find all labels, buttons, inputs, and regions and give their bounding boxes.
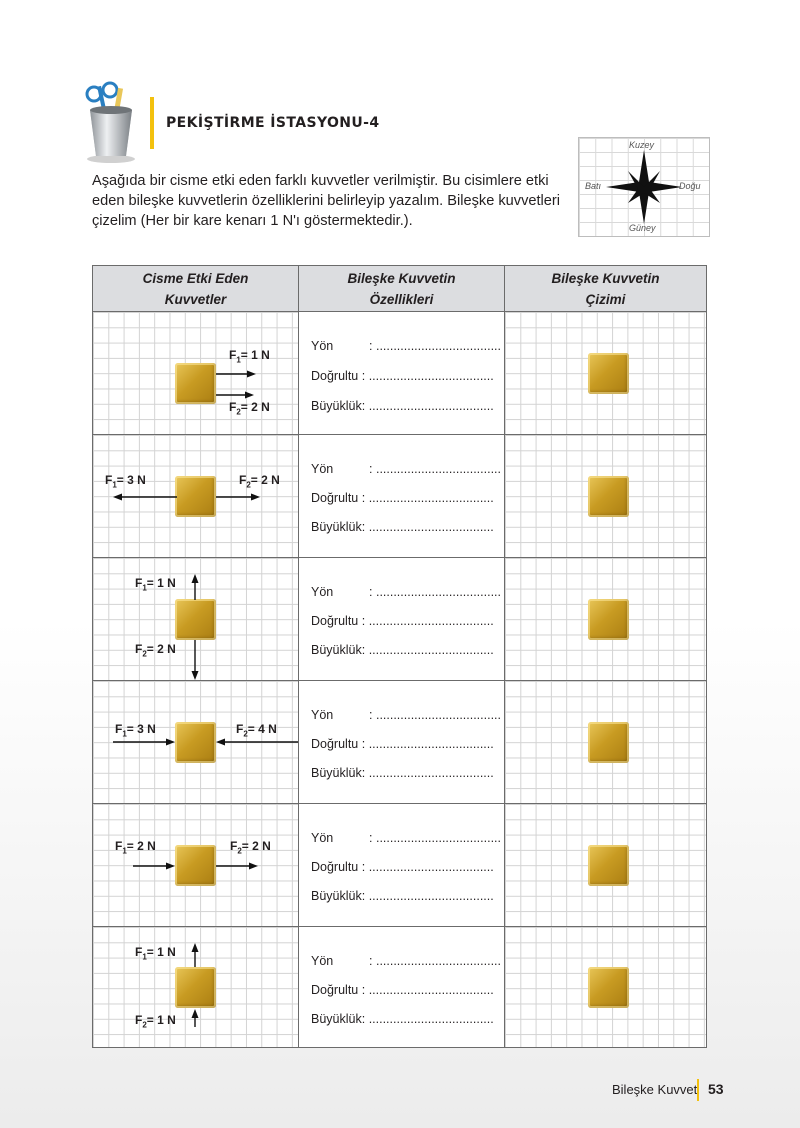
force-2-label: $F_2= 2$ N [230, 839, 271, 856]
column-divider [298, 266, 299, 1047]
direction-line: Yön : .................................... [311, 954, 501, 968]
intro-paragraph: Aşağıda bir cisme etki eden farklı kuvvetler verilmiştir. Bu cisimlere etki eden bileşke kuvvetlerin özelliklerini belirleyip yazalım. Bileşke kuvvetleri çizelim (Her bir kare kenarı 1 N'ı göstermektedir.). [92, 173, 561, 229]
force-1-arrow-icon [190, 943, 200, 967]
drawing-cell[interactable] [505, 927, 706, 1047]
table-row [93, 435, 706, 558]
header-properties [299, 266, 504, 312]
forces-cell [93, 681, 298, 803]
force-2-arrow-icon [216, 861, 258, 871]
title-accent-bar [150, 97, 154, 149]
properties-cell [299, 558, 504, 680]
object-block [588, 722, 629, 763]
table-row [93, 927, 706, 1047]
footer-accent-bar [697, 1079, 699, 1101]
header-forces [93, 266, 298, 312]
direction-line: Yön : .................................... [311, 462, 501, 476]
force-2-arrow-icon [190, 1009, 200, 1027]
object-block [588, 353, 629, 394]
magnitude-line: Büyüklük: .................................... [311, 1012, 494, 1026]
object-block [588, 599, 629, 640]
header-drawing-line2: Çizimi [585, 292, 626, 307]
force-1-label: $F_1= 2$ N [115, 839, 156, 856]
drawing-cell[interactable] [505, 804, 706, 926]
force-1-arrow-icon [216, 369, 256, 379]
properties-cell [299, 927, 504, 1047]
properties-cell [299, 804, 504, 926]
object-block [175, 845, 216, 886]
header-drawing [505, 266, 706, 312]
object-block [175, 476, 216, 517]
force-2-arrow-icon [216, 492, 260, 502]
compass-rose [578, 137, 710, 237]
object-block [588, 845, 629, 886]
column-divider [504, 266, 505, 1047]
compass-north-label: Kuzey [629, 140, 655, 150]
force-2-arrow-icon [216, 390, 254, 400]
pencil-cup-icon [80, 80, 142, 164]
force-1-label: $F_1= 1$ N [135, 945, 176, 962]
compass-star-icon [604, 148, 684, 226]
direction-line: Yön : .................................... [311, 708, 501, 722]
force-1-arrow-icon [190, 574, 200, 600]
table-row [93, 312, 706, 435]
properties-cell [299, 681, 504, 803]
header-drawing-line1: Bileşke Kuvvetin [551, 271, 660, 286]
forces-cell [93, 558, 298, 680]
table-row [93, 558, 706, 681]
page-title: PEKİŞTİRME İSTASYONU-4 [166, 115, 380, 131]
drawing-cell[interactable] [505, 681, 706, 803]
direction-line: Yön : .................................... [311, 585, 501, 599]
force-1-label: $F_1= 3$ N [105, 473, 146, 490]
forces-cell [93, 927, 298, 1047]
force-1-arrow-icon [113, 737, 175, 747]
force-table [92, 265, 707, 1048]
magnitude-line: Büyüklük: .................................... [311, 643, 494, 657]
force-1-arrow-icon [133, 861, 175, 871]
line-of-action-line: Doğrultu : .................................... [311, 369, 494, 383]
forces-cell [93, 435, 298, 557]
forces-cell [93, 804, 298, 926]
drawing-cell[interactable] [505, 312, 706, 434]
force-2-label: $F_2= 4$ N [236, 722, 277, 739]
properties-cell [299, 312, 504, 434]
magnitude-line: Büyüklük: .................................... [311, 766, 494, 780]
footer-section-title: Bileşke Kuvvet [612, 1082, 698, 1097]
table-row [93, 804, 706, 927]
line-of-action-line: Doğrultu : .................................... [311, 860, 494, 874]
force-2-label: $F_2= 2$ N [239, 473, 280, 490]
properties-cell [299, 435, 504, 557]
force-2-label: $F_2= 2$ N [229, 400, 270, 417]
compass-west-label: Batı [585, 181, 602, 191]
table-row [93, 681, 706, 804]
force-1-label: $F_1= 3$ N [115, 722, 156, 739]
magnitude-line: Büyüklük: .................................... [311, 399, 494, 413]
line-of-action-line: Doğrultu : .................................... [311, 614, 494, 628]
magnitude-line: Büyüklük: .................................... [311, 889, 494, 903]
line-of-action-line: Doğrultu : .................................... [311, 983, 494, 997]
force-1-arrow-icon [113, 492, 177, 502]
compass-east-label: Doğu [679, 181, 701, 191]
force-2-arrow-icon [190, 640, 200, 680]
object-block [588, 476, 629, 517]
object-block [175, 599, 216, 640]
drawing-cell[interactable] [505, 558, 706, 680]
object-block [588, 967, 629, 1008]
header-properties-line2: Özellikleri [369, 292, 434, 307]
compass-south-label: Güney [629, 223, 656, 233]
page-number: 53 [708, 1081, 724, 1097]
line-of-action-line: Doğrultu : .................................... [311, 737, 494, 751]
force-1-label: $F_1= 1$ N [229, 348, 270, 365]
direction-line: Yön : .................................... [311, 339, 501, 353]
header-forces-line2: Kuvvetler [164, 292, 227, 307]
forces-cell [93, 312, 298, 434]
line-of-action-line: Doğrultu : .................................... [311, 491, 494, 505]
force-2-label: $F_2= 1$ N [135, 1013, 176, 1030]
magnitude-line: Büyüklük: .................................... [311, 520, 494, 534]
object-block [175, 363, 216, 404]
object-block [175, 967, 216, 1008]
object-block [175, 722, 216, 763]
force-2-arrow-icon [216, 737, 298, 747]
header-properties-line1: Bileşke Kuvvetin [347, 271, 456, 286]
force-1-label: $F_1= 1$ N [135, 576, 176, 593]
direction-line: Yön : .................................... [311, 831, 501, 845]
force-2-label: $F_2= 2$ N [135, 642, 176, 659]
header-forces-line1: Cisme Etki Eden [142, 271, 249, 286]
drawing-cell[interactable] [505, 435, 706, 557]
